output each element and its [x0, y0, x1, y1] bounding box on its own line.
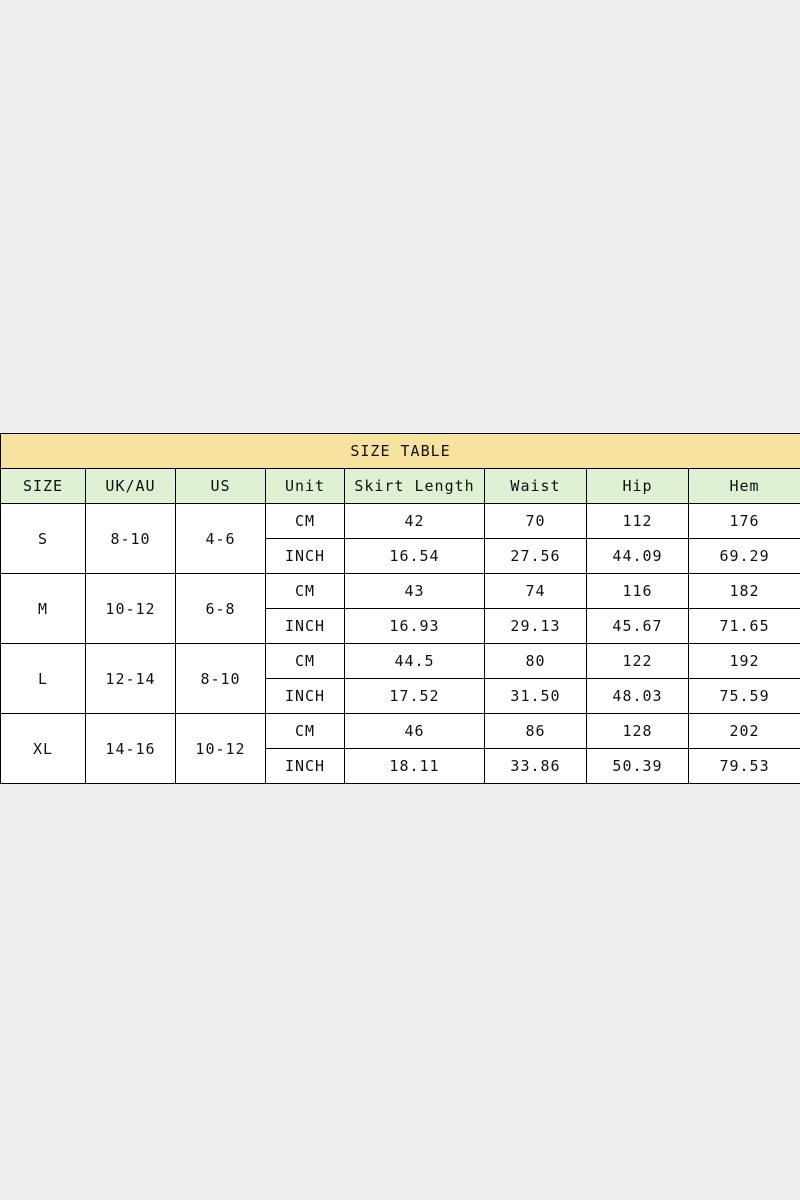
cell-unit: INCH	[266, 539, 345, 574]
cell-uk-au: 14-16	[86, 714, 176, 784]
cell-skirt-length: 44.5	[345, 644, 485, 679]
cell-hip: 50.39	[587, 749, 689, 784]
cell-skirt-length: 46	[345, 714, 485, 749]
cell-us: 10-12	[176, 714, 266, 784]
cell-skirt-length: 18.11	[345, 749, 485, 784]
size-table-container	[0, 433, 800, 784]
cell-uk-au: 8-10	[86, 504, 176, 574]
cell-waist: 33.86	[485, 749, 587, 784]
cell-waist: 31.50	[485, 679, 587, 714]
column-header-us: US	[176, 469, 266, 504]
cell-hem: 69.29	[689, 539, 800, 574]
column-header-unit: Unit	[266, 469, 345, 504]
cell-waist: 86	[485, 714, 587, 749]
cell-skirt-length: 17.52	[345, 679, 485, 714]
table-row	[1, 574, 800, 609]
cell-waist: 27.56	[485, 539, 587, 574]
column-header-hem: Hem	[689, 469, 800, 504]
cell-hip: 128	[587, 714, 689, 749]
cell-us: 6-8	[176, 574, 266, 644]
table-row	[1, 504, 800, 539]
cell-us: 8-10	[176, 644, 266, 714]
cell-unit: CM	[266, 574, 345, 609]
cell-hem: 182	[689, 574, 800, 609]
cell-uk-au: 12-14	[86, 644, 176, 714]
cell-unit: CM	[266, 714, 345, 749]
table-header-row	[1, 469, 800, 504]
cell-hem: 71.65	[689, 609, 800, 644]
cell-waist: 29.13	[485, 609, 587, 644]
cell-unit: INCH	[266, 749, 345, 784]
cell-waist: 70	[485, 504, 587, 539]
cell-size: M	[1, 574, 86, 644]
cell-hip: 44.09	[587, 539, 689, 574]
cell-size: L	[1, 644, 86, 714]
column-header-skirt-length: Skirt Length	[345, 469, 485, 504]
cell-hem: 192	[689, 644, 800, 679]
cell-hip: 48.03	[587, 679, 689, 714]
cell-size: XL	[1, 714, 86, 784]
cell-skirt-length: 16.54	[345, 539, 485, 574]
cell-hem: 176	[689, 504, 800, 539]
cell-hip: 112	[587, 504, 689, 539]
cell-hip: 122	[587, 644, 689, 679]
cell-hem: 75.59	[689, 679, 800, 714]
cell-unit: INCH	[266, 679, 345, 714]
cell-skirt-length: 42	[345, 504, 485, 539]
cell-unit: CM	[266, 644, 345, 679]
table-row	[1, 644, 800, 679]
column-header-uk-au: UK/AU	[86, 469, 176, 504]
cell-skirt-length: 16.93	[345, 609, 485, 644]
table-row	[1, 714, 800, 749]
cell-skirt-length: 43	[345, 574, 485, 609]
cell-size: S	[1, 504, 86, 574]
cell-hip: 45.67	[587, 609, 689, 644]
cell-hip: 116	[587, 574, 689, 609]
column-header-waist: Waist	[485, 469, 587, 504]
cell-hem: 79.53	[689, 749, 800, 784]
size-table-title: SIZE TABLE	[1, 434, 800, 469]
size-table	[0, 433, 800, 784]
cell-uk-au: 10-12	[86, 574, 176, 644]
cell-unit: INCH	[266, 609, 345, 644]
cell-unit: CM	[266, 504, 345, 539]
cell-us: 4-6	[176, 504, 266, 574]
table-title-row	[1, 434, 800, 469]
cell-waist: 74	[485, 574, 587, 609]
cell-waist: 80	[485, 644, 587, 679]
column-header-hip: Hip	[587, 469, 689, 504]
cell-hem: 202	[689, 714, 800, 749]
column-header-size: SIZE	[1, 469, 86, 504]
